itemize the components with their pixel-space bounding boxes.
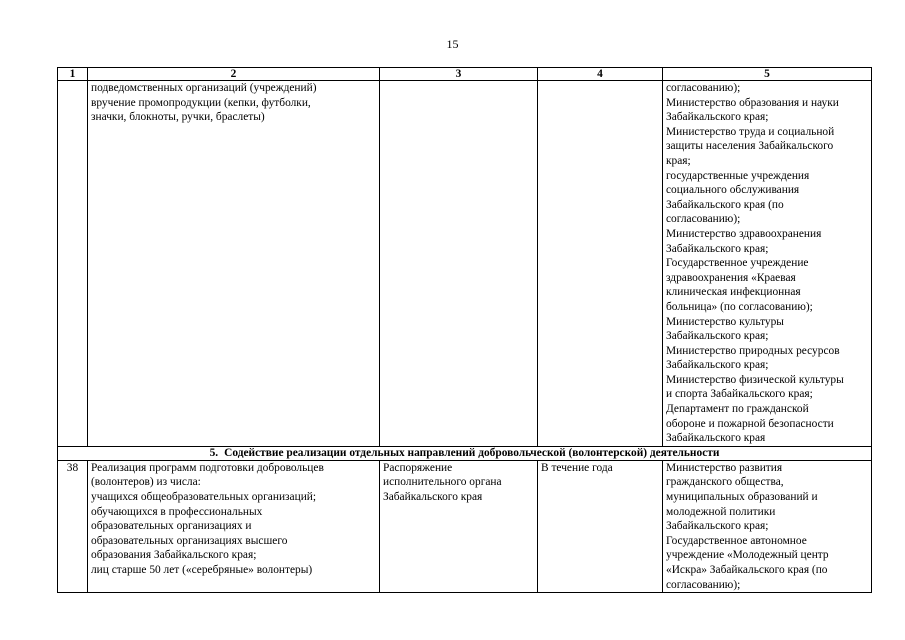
header-col-2: 2: [88, 68, 380, 81]
text-line: защиты населения Забайкальского: [666, 140, 834, 153]
table-row: [58, 81, 872, 447]
text-line: Забайкальского края (по: [666, 198, 784, 211]
text-line: Государственное учреждение: [666, 257, 809, 270]
row-number-cell: 38: [58, 460, 88, 592]
executors-cell: [663, 460, 872, 592]
deadline-cell: [538, 460, 663, 592]
text-line: значки, блокноты, ручки, браслеты): [91, 111, 265, 124]
table-row: [58, 460, 872, 592]
text-line: (волонтеров) из числа:: [91, 476, 201, 489]
section-heading: [58, 446, 872, 460]
text-line: и спорта Забайкальского края;: [666, 388, 813, 401]
section-heading-row: [58, 446, 872, 460]
section-title: Содействие реализации отдельных направлений добровольческой (волонтерской) деятельности: [224, 446, 720, 459]
table-header-row: [58, 68, 872, 81]
text-line: вручение промопродукции (кепки, футболки,: [91, 96, 311, 109]
text-line: В течение года: [541, 461, 613, 474]
header-col-3: 3: [380, 68, 538, 81]
text-line: Министерство труда и социальной: [666, 125, 835, 138]
text-line: учреждение «Молодежный центр: [666, 549, 829, 562]
document-cell: [380, 460, 538, 592]
text-line: Забайкальского края;: [666, 330, 769, 343]
text-line: Министерство природных ресурсов: [666, 344, 840, 357]
text-line: образовательных организациях и: [91, 520, 252, 533]
text-line: муниципальных образований и: [666, 491, 818, 504]
text-line: государственные учреждения: [666, 169, 810, 182]
text-line: Забайкальского края: [666, 432, 766, 445]
text-line: учащихся общеобразовательных организаций;: [91, 491, 317, 504]
text-line: Министерство физической культуры: [666, 373, 844, 386]
measure-text-cell: [88, 460, 380, 592]
text-line: Забайкальского края;: [666, 242, 769, 255]
text-line: обороне и пожарной безопасности: [666, 417, 834, 430]
text-line: Забайкальского края;: [666, 520, 769, 533]
deadline-cell: [538, 81, 663, 447]
text-line: Министерство культуры: [666, 315, 784, 328]
text-line: клиническая инфекционная: [666, 286, 801, 299]
executors-cell: [663, 81, 872, 447]
text-line: Министерство образования и науки: [666, 96, 839, 109]
text-line: согласованию);: [666, 578, 741, 591]
text-line: Департамент по гражданской: [666, 403, 809, 416]
header-col-4: 4: [538, 68, 663, 81]
header-col-5: 5: [663, 68, 872, 81]
text-line: края;: [666, 154, 691, 167]
text-line: Забайкальского края;: [666, 359, 769, 372]
text-line: Забайкальского края;: [666, 111, 769, 124]
section-number: 5.: [209, 446, 219, 459]
text-line: согласованию);: [666, 213, 741, 226]
row-number-cell: [58, 81, 88, 447]
text-line: лиц старше 50 лет («серебряные» волонтеры): [91, 564, 313, 576]
text-line: Министерство развития: [666, 461, 783, 474]
header-col-1: 1: [58, 68, 88, 81]
text-line: Государственное автономное: [666, 534, 807, 547]
text-line: обучающихся в профессиональных: [91, 505, 263, 518]
text-line: согласованию);: [666, 82, 741, 94]
text-line: Забайкальского края: [383, 491, 483, 504]
text-line: социального обслуживания: [666, 184, 800, 197]
text-line: образования Забайкальского края;: [91, 549, 257, 562]
text-line: исполнительного органа: [383, 476, 502, 489]
text-line: «Искра» Забайкальского края (по: [666, 564, 828, 576]
text-line: Министерство здравоохранения: [666, 227, 822, 240]
text-line: больница» (по согласованию);: [666, 300, 813, 313]
page-number: 15: [446, 37, 459, 51]
text-line: Реализация программ подготовки добровольцев: [91, 461, 324, 474]
measures-table: [57, 67, 872, 593]
text-line: здравоохранения «Краевая: [666, 271, 796, 284]
text-line: подведомственных организаций (учреждений): [91, 82, 317, 94]
text-line: гражданского общества,: [666, 476, 784, 489]
text-line: образовательных организациях высшего: [91, 534, 288, 547]
measure-text-cell: [88, 81, 380, 447]
text-line: молодежной политики: [666, 505, 776, 518]
document-cell: [380, 81, 538, 447]
text-line: Распоряжение: [383, 461, 453, 474]
